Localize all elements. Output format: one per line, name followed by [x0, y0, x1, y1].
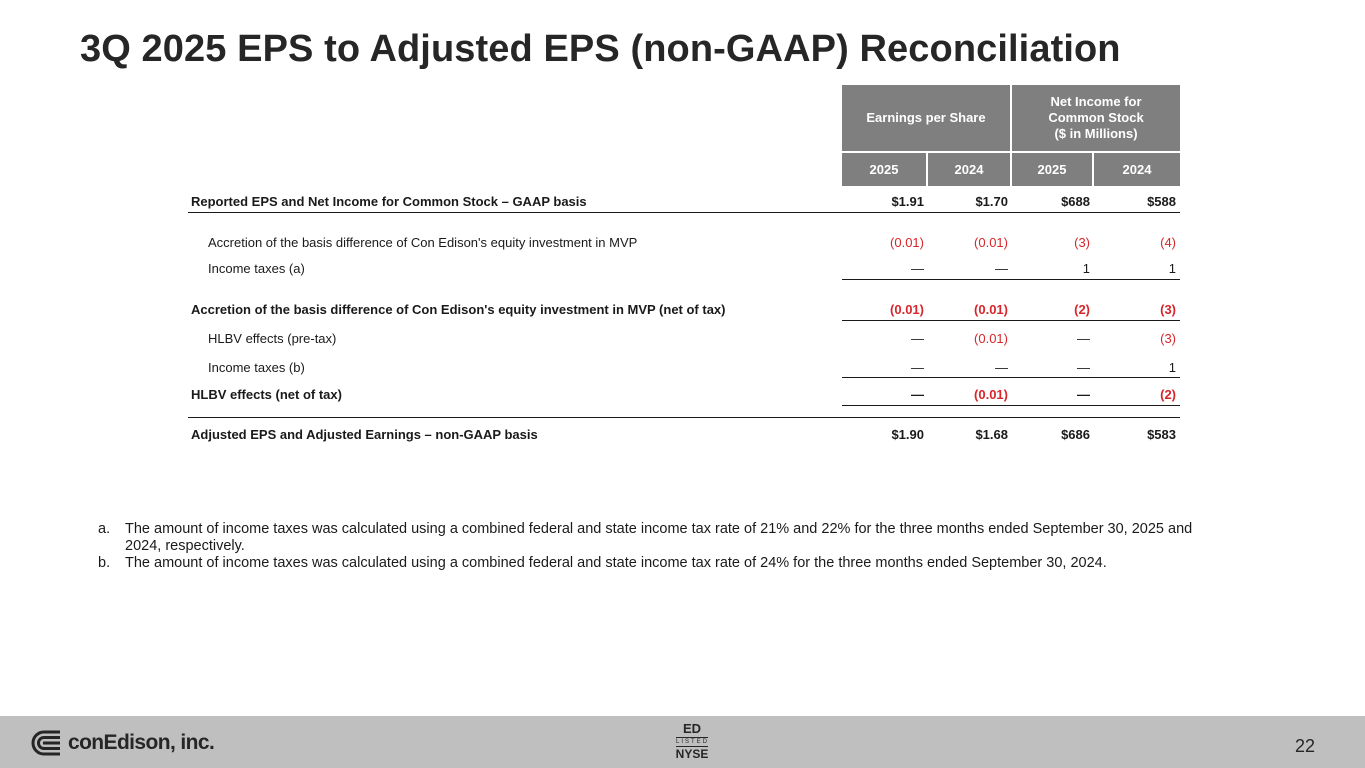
- year-header: [1012, 153, 1092, 186]
- row-label: Adjusted EPS and Adjusted Earnings – non-GAAP basis: [191, 427, 538, 442]
- cell-value: —: [911, 261, 924, 276]
- row-label: Accretion of the basis difference of Con Edison's equity investment in MVP: [208, 235, 638, 250]
- divider: [188, 417, 1180, 418]
- exchange: NYSE: [675, 747, 709, 761]
- cell-value: (4): [1160, 235, 1176, 250]
- cell-value: $688: [1061, 194, 1090, 209]
- footnote: [98, 521, 1208, 555]
- cell-value: —: [911, 387, 924, 402]
- divider: [842, 320, 1180, 321]
- con-edison-logo-icon: [30, 729, 64, 757]
- cell-value: $1.90: [891, 427, 924, 442]
- cell-value: $1.68: [975, 427, 1008, 442]
- row-label: Accretion of the basis difference of Con Edison's equity investment in MVP (net of tax): [191, 302, 726, 317]
- row-label: HLBV effects (pre-tax): [208, 331, 337, 346]
- footnote: [98, 555, 1208, 572]
- year-header: [1094, 153, 1180, 186]
- year-label: 2025: [869, 162, 899, 177]
- header-label: Net Income for Common Stock ($ in Millions): [1048, 94, 1144, 141]
- cell-value: (0.01): [974, 387, 1008, 402]
- table-row: [188, 298, 1180, 322]
- year-label: 2024: [1122, 162, 1152, 177]
- year-header: [842, 153, 926, 186]
- row-label: Income taxes (b): [208, 360, 305, 375]
- footnote-marker: a.: [98, 521, 111, 537]
- cell-value: —: [1077, 360, 1090, 375]
- cell-value: (2): [1074, 302, 1090, 317]
- table-row: [188, 231, 1180, 255]
- year-label: 2024: [954, 162, 984, 177]
- company-logo: [30, 728, 214, 758]
- cell-value: —: [911, 331, 924, 346]
- header-earnings-per-share: [842, 85, 1010, 151]
- year-label: 2025: [1037, 162, 1067, 177]
- header-net-income: [1012, 85, 1180, 151]
- divider: [188, 212, 1180, 213]
- table-row: [188, 327, 1180, 351]
- row-label: Reported EPS and Net Income for Common Stock – GAAP basis: [191, 194, 587, 209]
- cell-value: 1: [1168, 360, 1176, 375]
- cell-value: —: [911, 360, 924, 375]
- table-row: [188, 423, 1180, 447]
- listed-label: LISTED: [676, 739, 710, 745]
- cell-value: 1: [1082, 261, 1090, 276]
- cell-value: $588: [1147, 194, 1176, 209]
- cell-value: —: [995, 261, 1008, 276]
- page-title: 3Q 2025 EPS to Adjusted EPS (non-GAAP) Reconciliation: [80, 28, 1121, 70]
- footnote-text: The amount of income taxes was calculated using a combined federal and state income tax rate of 21% and 22% for the three months ended September 30, 2025 and 2024, respectively.: [125, 521, 1193, 554]
- cell-value: —: [1077, 331, 1090, 346]
- cell-value: $583: [1147, 427, 1176, 442]
- footnote-text: The amount of income taxes was calculated using a combined federal and state income tax rate of 24% for the three months ended September 30, 2024.: [125, 555, 1107, 571]
- year-header: [928, 153, 1010, 186]
- cell-value: 1: [1168, 261, 1176, 276]
- cell-value: $1.91: [891, 194, 924, 209]
- cell-value: (2): [1160, 387, 1176, 402]
- footnote-marker: b.: [98, 555, 111, 571]
- cell-value: (3): [1160, 302, 1176, 317]
- cell-value: (0.01): [974, 331, 1008, 346]
- row-label: HLBV effects (net of tax): [191, 387, 342, 402]
- cell-value: (0.01): [890, 235, 924, 250]
- nyse-listed-badge: [672, 722, 712, 761]
- table-row: [188, 257, 1180, 281]
- footnotes: [98, 521, 1208, 572]
- page-number: 22: [1294, 736, 1315, 756]
- logo-text: conEdison, inc.: [68, 731, 215, 754]
- cell-value: $686: [1061, 427, 1090, 442]
- row-label: Income taxes (a): [208, 261, 305, 276]
- cell-value: —: [995, 360, 1008, 375]
- header-label: Earnings per Share: [866, 110, 986, 125]
- table-row: [188, 190, 1180, 214]
- cell-value: —: [1077, 387, 1090, 402]
- divider: [842, 377, 1180, 378]
- footer-bar: [0, 716, 1365, 768]
- divider: [842, 279, 1180, 280]
- cell-value: (3): [1160, 331, 1176, 346]
- ticker: ED: [682, 721, 702, 736]
- table-row: [188, 383, 1180, 407]
- cell-value: (3): [1074, 235, 1090, 250]
- cell-value: (0.01): [890, 302, 924, 317]
- cell-value: (0.01): [974, 302, 1008, 317]
- cell-value: (0.01): [974, 235, 1008, 250]
- cell-value: $1.70: [975, 194, 1008, 209]
- divider: [842, 405, 1180, 406]
